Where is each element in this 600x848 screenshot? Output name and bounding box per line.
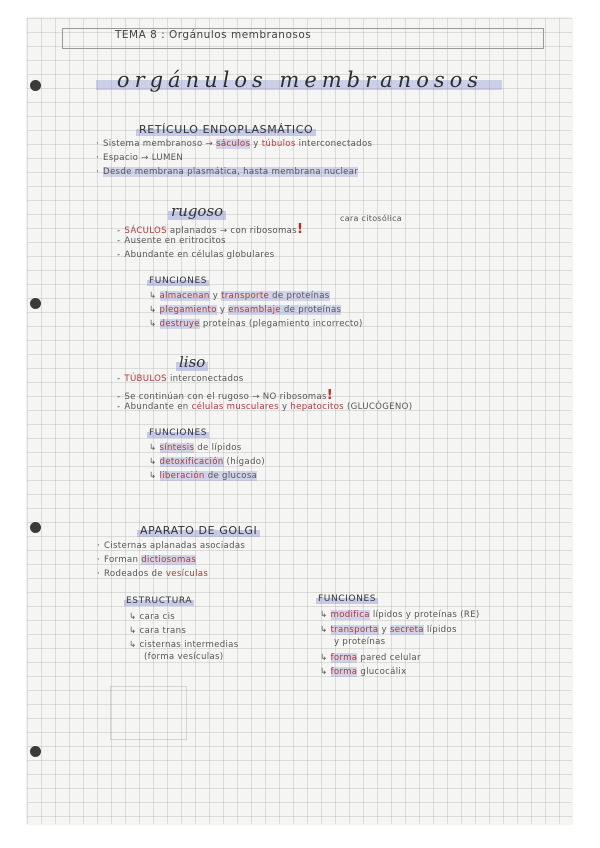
liso-item: - Abundante en células musculares y hepatocitos (GLUCÓGENO)	[117, 402, 413, 412]
rugoso-item: - SÁCULOS aplanados → con ribosomas!	[117, 222, 304, 237]
liso-item: - Se continúan con el rugoso → NO ribosomas!	[117, 388, 334, 403]
liso-funcion: ↳ detoxificación (hígado)	[149, 457, 265, 467]
faint-bleedthrough-box	[110, 686, 187, 740]
punch-hole	[30, 746, 41, 757]
rugoso-note: cara citosólica	[340, 214, 402, 223]
golgi-funcion: ↳ forma pared celular	[320, 653, 421, 663]
rugoso-funcion: ↳ plegamiento y ensamblaje de proteínas	[149, 305, 342, 315]
liso-heading: liso	[176, 353, 208, 371]
punch-hole	[30, 298, 41, 309]
rugoso-item: - Abundante en células globulares	[117, 250, 275, 260]
page-header: TEMA 8 : Orgánulos membranosos	[115, 29, 312, 41]
golgi-estructura-item: ↳ cara trans	[129, 626, 187, 636]
re-heading: RETÍCULO ENDOPLASMÁTICO	[136, 123, 316, 136]
rugoso-funcion: ↳ destruye proteínas (plegamiento incorrecto)	[149, 319, 363, 329]
golgi-item: · Cisternas aplanadas asociadas	[97, 541, 246, 551]
rugoso-funciones-heading: FUNCIONES	[149, 276, 208, 286]
golgi-estructura-heading: ESTRUCTURA	[126, 596, 193, 606]
re-item: · Sistema membranoso → sáculos y túbulos interconectados	[96, 139, 373, 149]
liso-funciones-heading: FUNCIONES	[149, 428, 208, 438]
golgi-estructura-item: ↳ cisternas intermedias	[129, 640, 239, 650]
liso-funcion: ↳ síntesis de lípidos	[149, 443, 242, 453]
golgi-funcion: ↳ forma glucocálix	[320, 667, 407, 677]
punch-hole	[30, 80, 41, 91]
rugoso-item: - Ausente en eritrocitos	[117, 236, 226, 246]
punch-hole	[30, 522, 41, 533]
golgi-funcion: ↳ modifica lípidos y proteínas (RE)	[320, 610, 480, 620]
page-title: orgánulos membranosos	[116, 68, 484, 92]
liso-item: - TÚBULOS interconectados	[117, 374, 244, 384]
re-item: · Desde membrana plasmática, hasta membrana nuclear	[96, 167, 359, 177]
golgi-funciones-heading: FUNCIONES	[318, 594, 377, 604]
rugoso-funcion: ↳ almacenan y transporte de proteínas	[149, 291, 330, 301]
golgi-estructura-item: ↳ cara cis	[129, 612, 176, 622]
golgi-funcion: ↳ transporta y secreta lípidos	[320, 625, 457, 635]
re-item: · Espacio → LUMEN	[96, 153, 184, 163]
golgi-item: · Rodeados de vesículas	[97, 569, 209, 579]
golgi-estructura-item: (forma vesículas)	[144, 652, 224, 662]
golgi-heading: APARATO DE GOLGI	[137, 524, 260, 537]
golgi-funcion: y proteínas	[334, 637, 386, 647]
golgi-item: · Forman dictiosomas	[97, 555, 196, 565]
rugoso-heading: rugoso	[168, 202, 226, 220]
liso-funcion: ↳ liberación de glucosa	[149, 471, 258, 481]
